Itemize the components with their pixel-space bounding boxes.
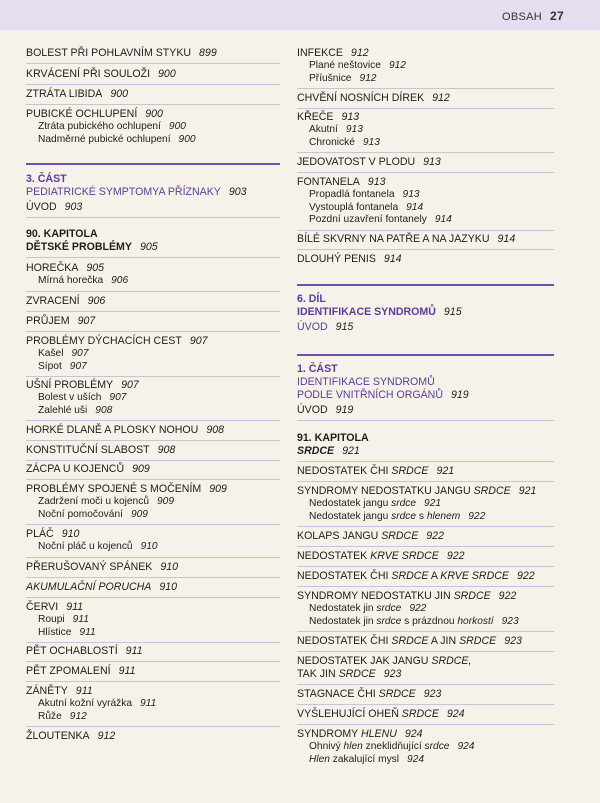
part-heading[interactable]: 3. ČÁST PEDIATRICKÉ SYMPTOMYA PŘÍZNAKY 903 ÚVOD 903 bbox=[26, 173, 280, 218]
toc-entry[interactable]: FONTANELA 913 Propadlá fontanela 913 Vystouplá fontanela 914 Pozdní uzavření fontanely 914 bbox=[297, 176, 554, 231]
toc-entry[interactable]: INFEKCE 912 Plané neštovice 912 Příušnice 912 bbox=[297, 47, 554, 89]
toc-entry[interactable]: VYŠLEHUJÍCÍ OHEŇ SRDCE 924 bbox=[297, 708, 554, 725]
toc-entry[interactable]: SYNDROMY NEDOSTATKU JIN SRDCE 922 Nedostatek jin srdce 922 Nedostatek jin srdce s prázdnou horkostí 923 bbox=[297, 590, 554, 632]
part-heading[interactable]: 1. ČÁST IDENTIFIKACE SYNDROMŮ PODLE VNITŘNÍCH ORGÁNŮ 919 ÚVOD 919 bbox=[297, 363, 554, 421]
toc-entry[interactable]: NEDOSTATEK ČHI SRDCE A KRVE SRDCE 922 bbox=[297, 570, 554, 587]
part-divider bbox=[297, 284, 554, 286]
header-page-number: 27 bbox=[550, 9, 564, 23]
toc-entry[interactable]: NEDOSTATEK JAK JANGU SRDCE, TAK JIN SRDCE 923 bbox=[297, 655, 554, 685]
toc-entry[interactable]: NEDOSTATEK ČHI SRDCE 921 bbox=[297, 465, 554, 482]
toc-entry[interactable]: PLÁČ 910 Noční pláč u kojenců 910 bbox=[26, 528, 280, 558]
toc-entry[interactable]: PRŮJEM 907 bbox=[26, 315, 280, 332]
chapter-heading[interactable]: 91. KAPITOLA SRDCE 921 bbox=[297, 432, 554, 462]
toc-entry[interactable]: BOLEST PŘI POHLAVNÍM STYKU 899 bbox=[26, 47, 280, 64]
header-title: OBSAH bbox=[502, 11, 543, 23]
part-divider bbox=[297, 354, 554, 356]
toc-entry[interactable]: PĚT OCHABLOSTÍ 911 bbox=[26, 645, 280, 662]
toc-entry[interactable]: HOREČKA 905 Mírná horečka 906 bbox=[26, 262, 280, 292]
toc-entry[interactable]: JEDOVATOST V PLODU 913 bbox=[297, 156, 554, 173]
toc-entry[interactable]: PROBLÉMY DÝCHACÍCH CEST 907 Kašel 907 Sípot 907 bbox=[26, 335, 280, 377]
toc-entry[interactable]: NEDOSTATEK ČHI SRDCE A JIN SRDCE 923 bbox=[297, 635, 554, 652]
toc-entry[interactable]: KONSTITUČNÍ SLABOST 908 bbox=[26, 444, 280, 461]
toc-entry[interactable]: ZÁNĚTY 911 Akutní kožní vyrážka 911 Růže 912 bbox=[26, 685, 280, 727]
toc-entry[interactable]: KOLAPS JANGU SRDCE 922 bbox=[297, 530, 554, 547]
toc-entry[interactable]: PROBLÉMY SPOJENÉ S MOČENÍM 909 Zadržení moči u kojenců 909 Noční pomočování 909 bbox=[26, 483, 280, 525]
toc-entry[interactable]: DLOUHÝ PENIS 914 bbox=[297, 253, 402, 265]
part-heading[interactable]: 6. DÍL IDENTIFIKACE SYNDROMŮ 915 ÚVOD 915 bbox=[297, 293, 462, 333]
toc-entry[interactable]: AKUMULAČNÍ PORUCHA 910 bbox=[26, 581, 280, 598]
toc-entry[interactable]: PŘERUŠOVANÝ SPÁNEK 910 bbox=[26, 561, 280, 578]
toc-entry[interactable]: ZTRÁTA LIBIDA 900 bbox=[26, 88, 280, 105]
toc-entry[interactable]: ŽLOUTENKA 912 bbox=[26, 730, 116, 742]
chapter-heading[interactable]: 90. KAPITOLA DĚTSKÉ PROBLÉMY 905 bbox=[26, 228, 280, 258]
toc-entry[interactable]: ZÁCPA U KOJENCŮ 909 bbox=[26, 463, 280, 480]
toc-entry[interactable]: PĚT ZPOMALENÍ 911 bbox=[26, 665, 280, 682]
toc-entry[interactable]: STAGNACE ČHI SRDCE 923 bbox=[297, 688, 554, 705]
toc-entry[interactable]: HORKÉ DLANĚ A PLOSKY NOHOU 908 bbox=[26, 424, 280, 441]
toc-entry[interactable]: KRVÁCENÍ PŘI SOULOŽI 900 bbox=[26, 68, 280, 85]
toc-entry[interactable]: NEDOSTATEK KRVE SRDCE 922 bbox=[297, 550, 554, 567]
toc-entry[interactable]: KŘEČE 913 Akutní 913 Chronické 913 bbox=[297, 111, 554, 153]
toc-entry[interactable]: SYNDROMY NEDOSTATKU JANGU SRDCE 921 Nedostatek jangu srdce 921 Nedostatek jangu srdce s hlenem 922 bbox=[297, 485, 554, 527]
toc-entry[interactable]: ČERVI 911 Roupi 911 Hlístice 911 bbox=[26, 601, 280, 643]
toc-entry[interactable]: CHVĚNÍ NOSNÍCH DÍREK 912 bbox=[297, 92, 554, 109]
part-divider bbox=[26, 163, 280, 165]
toc-entry[interactable]: UŠNÍ PROBLÉMY 907 Bolest v uších 907 Zalehlé uši 908 bbox=[26, 379, 280, 421]
toc-entry[interactable]: PUBICKÉ OCHLUPENÍ 900 Ztráta pubického ochlupení 900 Nadměrné pubické ochlupení 900 bbox=[26, 108, 196, 145]
toc-entry[interactable]: SYNDROMY HLENU 924 Ohnivý hlen zneklidňující srdce 924 Hlen zakalující mysl 924 bbox=[297, 728, 475, 765]
toc-entry[interactable]: BÍLÉ SKVRNY NA PATŘE A NA JAZYKU 914 bbox=[297, 233, 554, 250]
running-header bbox=[502, 9, 564, 23]
toc-entry[interactable]: ZVRACENÍ 906 bbox=[26, 295, 280, 312]
